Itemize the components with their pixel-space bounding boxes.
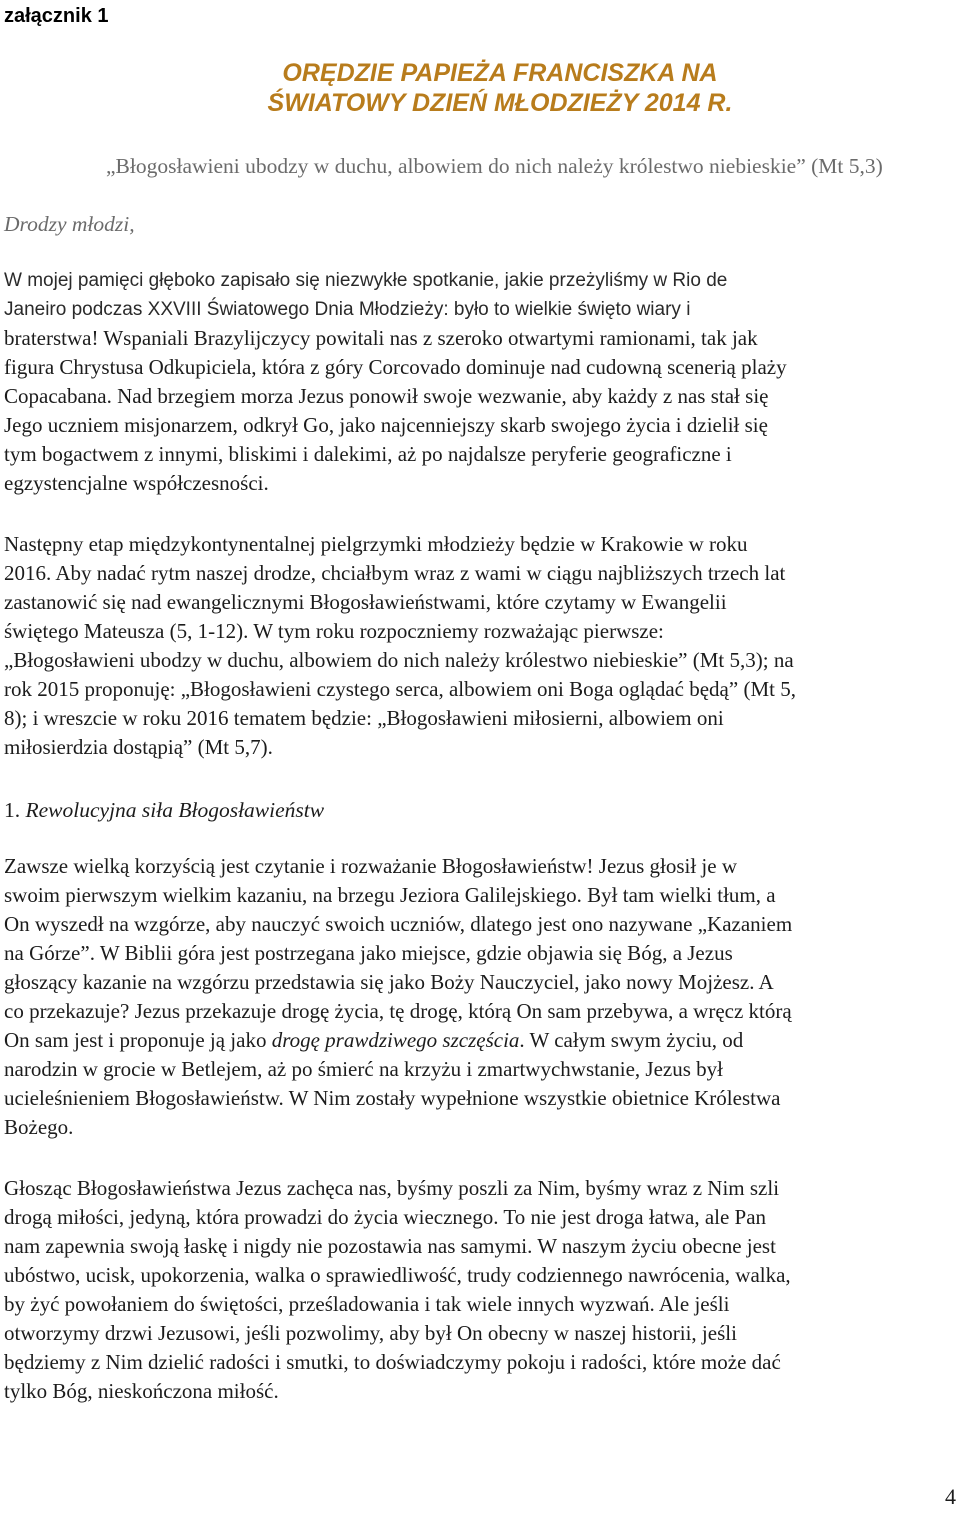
paragraph-line: otworzymy drzwi Jezusowi, jeśli pozwolimy, aby był On obecny w naszej historii, jeśli — [4, 1321, 737, 1345]
paragraph-3 — [4, 852, 960, 1142]
section-heading — [4, 796, 324, 824]
paragraph-line: zastanowić się nad ewangelicznymi Błogosławieństwami, które czytamy w Ewangelii — [4, 590, 727, 614]
paragraph-line — [4, 1026, 960, 1055]
paragraph-line: świętego Mateusza (5, 1-12). W tym roku rozpoczniemy rozważając pierwsze: — [4, 619, 664, 643]
paragraph-line: będziemy z Nim dzielić radości i smutki, to doświadczymy pokoju i radości, które może dać — [4, 1350, 781, 1374]
section-number: 1. — [4, 798, 21, 822]
paragraph-line: na Górze”. W Biblii góra jest postrzegana jako miejsce, gdzie objawia się Bóg, a Jezus — [4, 941, 733, 965]
paragraph-line: figura Chrystusa Odkupiciela, która z góry Corcovado dominuje nad cudowną scenerią plaży — [4, 355, 787, 379]
line-text: On sam jest i proponuje ją jako — [4, 1028, 272, 1052]
paragraph-line: głoszący kazanie na wzgórzu przedstawia się jako Boży Nauczyciel, jako nowy Mojżesz. A — [4, 970, 774, 994]
paragraph-line: „Błogosławieni ubodzy w duchu, albowiem do nich należy królestwo niebieskie” (Mt 5,3); na — [4, 648, 794, 672]
paragraph-line: tym bogactwem z innymi, bliskimi i dalekimi, aż po najdalsze peryferie geograficzne i — [4, 442, 732, 466]
title-line-1: ORĘDZIE PAPIEŻA FRANCISZKA NA — [282, 59, 718, 87]
greeting: Drodzy młodzi, — [4, 212, 135, 236]
line-text: . W całym swym życiu, od — [519, 1028, 744, 1052]
paragraph-line: Głosząc Błogosławieństwa Jezus zachęca nas, byśmy poszli za Nim, byśmy wraz z Nim szli — [4, 1176, 780, 1200]
paragraph-line: On wyszedł na wzgórze, aby nauczyć swoich uczniów, dlatego jest ono nazywane „Kazaniem — [4, 912, 793, 936]
paragraph-line: 2016. Aby nadać rytm naszej drodze, chciałbym wraz z wami w ciągu najbliższych trzech lat — [4, 561, 786, 585]
paragraph-line: Janeiro podczas XXVIII Światowego Dnia Młodzieży: było to wielkie święto wiary i — [4, 299, 691, 320]
paragraph-line: co przekazuje? Jezus przekazuje drogę życia, tę drogę, którą On sam przebywa, a wręcz którą — [4, 999, 792, 1023]
annex-label: załącznik 1 — [4, 5, 109, 27]
paragraph-line: ucieleśnieniem Błogosławieństw. W Nim zostały wypełnione wszystkie obietnice Królestwa — [4, 1086, 781, 1110]
paragraph-line: Copacabana. Nad brzegiem morza Jezus ponowił swoje wezwanie, aby każdy z nas stał się — [4, 384, 769, 408]
paragraph-line: rok 2015 proponuję: „Błogosławieni czystego serca, albowiem oni Boga oglądać będą” (Mt 5, — [4, 677, 796, 701]
paragraph-1 — [4, 266, 960, 498]
emphasized-phrase: drogę prawdziwego szczęścia — [271, 1028, 520, 1052]
paragraph-line: drogą miłości, jedyną, która prowadzi do życia wiecznego. To nie jest droga łatwa, ale Pan — [4, 1205, 767, 1229]
paragraph-line: nam zapewnia swoją łaskę i nigdy nie pozostawia nas samymi. W naszym życiu obecne jest — [4, 1234, 776, 1258]
paragraph-line: Następny etap międzykontynentalnej pielgrzymki młodzieży będzie w Krakowie w roku — [4, 532, 748, 556]
paragraph-line: W mojej pamięci głęboko zapisało się niezwykłe spotkanie, jakie przeżyliśmy w Rio de — [4, 270, 728, 291]
section-title: Rewolucyjna siła Błogosławieństw — [25, 798, 325, 822]
title-line-2: ŚWIATOWY DZIEŃ MŁODZIEŻY 2014 R. — [267, 89, 733, 117]
paragraph-2 — [4, 530, 960, 762]
motto-quote: „Błogosławieni ubodzy w duchu, albowiem do nich należy królestwo niebieskie” (Mt 5,3) — [106, 154, 883, 178]
paragraph-line: miłosierdzia dostąpią” (Mt 5,7). — [4, 735, 273, 759]
document-title — [200, 58, 800, 118]
page-number: 4 — [945, 1484, 956, 1509]
paragraph-line: by żyć powołaniem do świętości, prześladowania i tak wiele innych wyzwań. Ale jeśli — [4, 1292, 730, 1316]
paragraph-line: swoim pierwszym wielkim kazaniu, na brzegu Jeziora Galilejskiego. Był tam wielki tłum, a — [4, 883, 776, 907]
paragraph-line: Zawsze wielką korzyścią jest czytanie i rozważanie Błogosławieństw! Jezus głosił je w — [4, 854, 738, 878]
paragraph-line: ubóstwo, ucisk, upokorzenia, walka o sprawiedliwość, trudy codziennego nawrócenia, walka, — [4, 1263, 791, 1287]
paragraph-line: tylko Bóg, nieskończona miłość. — [4, 1379, 279, 1403]
paragraph-line: Bożego. — [4, 1115, 74, 1139]
paragraph-line: narodzin w grocie w Betlejem, aż po śmierć na krzyżu i zmartwychwstanie, Jezus był — [4, 1057, 723, 1081]
paragraph-line: 8); i wreszcie w roku 2016 tematem będzie: „Błogosławieni miłosierni, albowiem oni — [4, 706, 724, 730]
paragraph-line: egzystencjalne współczesności. — [4, 471, 269, 495]
paragraph-line: Jego uczniem misjonarzem, odkrył Go, jako najcenniejszy skarb swojego życia i dzielił się — [4, 413, 768, 437]
paragraph-4 — [4, 1174, 960, 1406]
paragraph-line: braterstwa! Wspaniali Brazylijczycy powitali nas z szeroko otwartymi ramionami, tak jak — [4, 326, 758, 350]
